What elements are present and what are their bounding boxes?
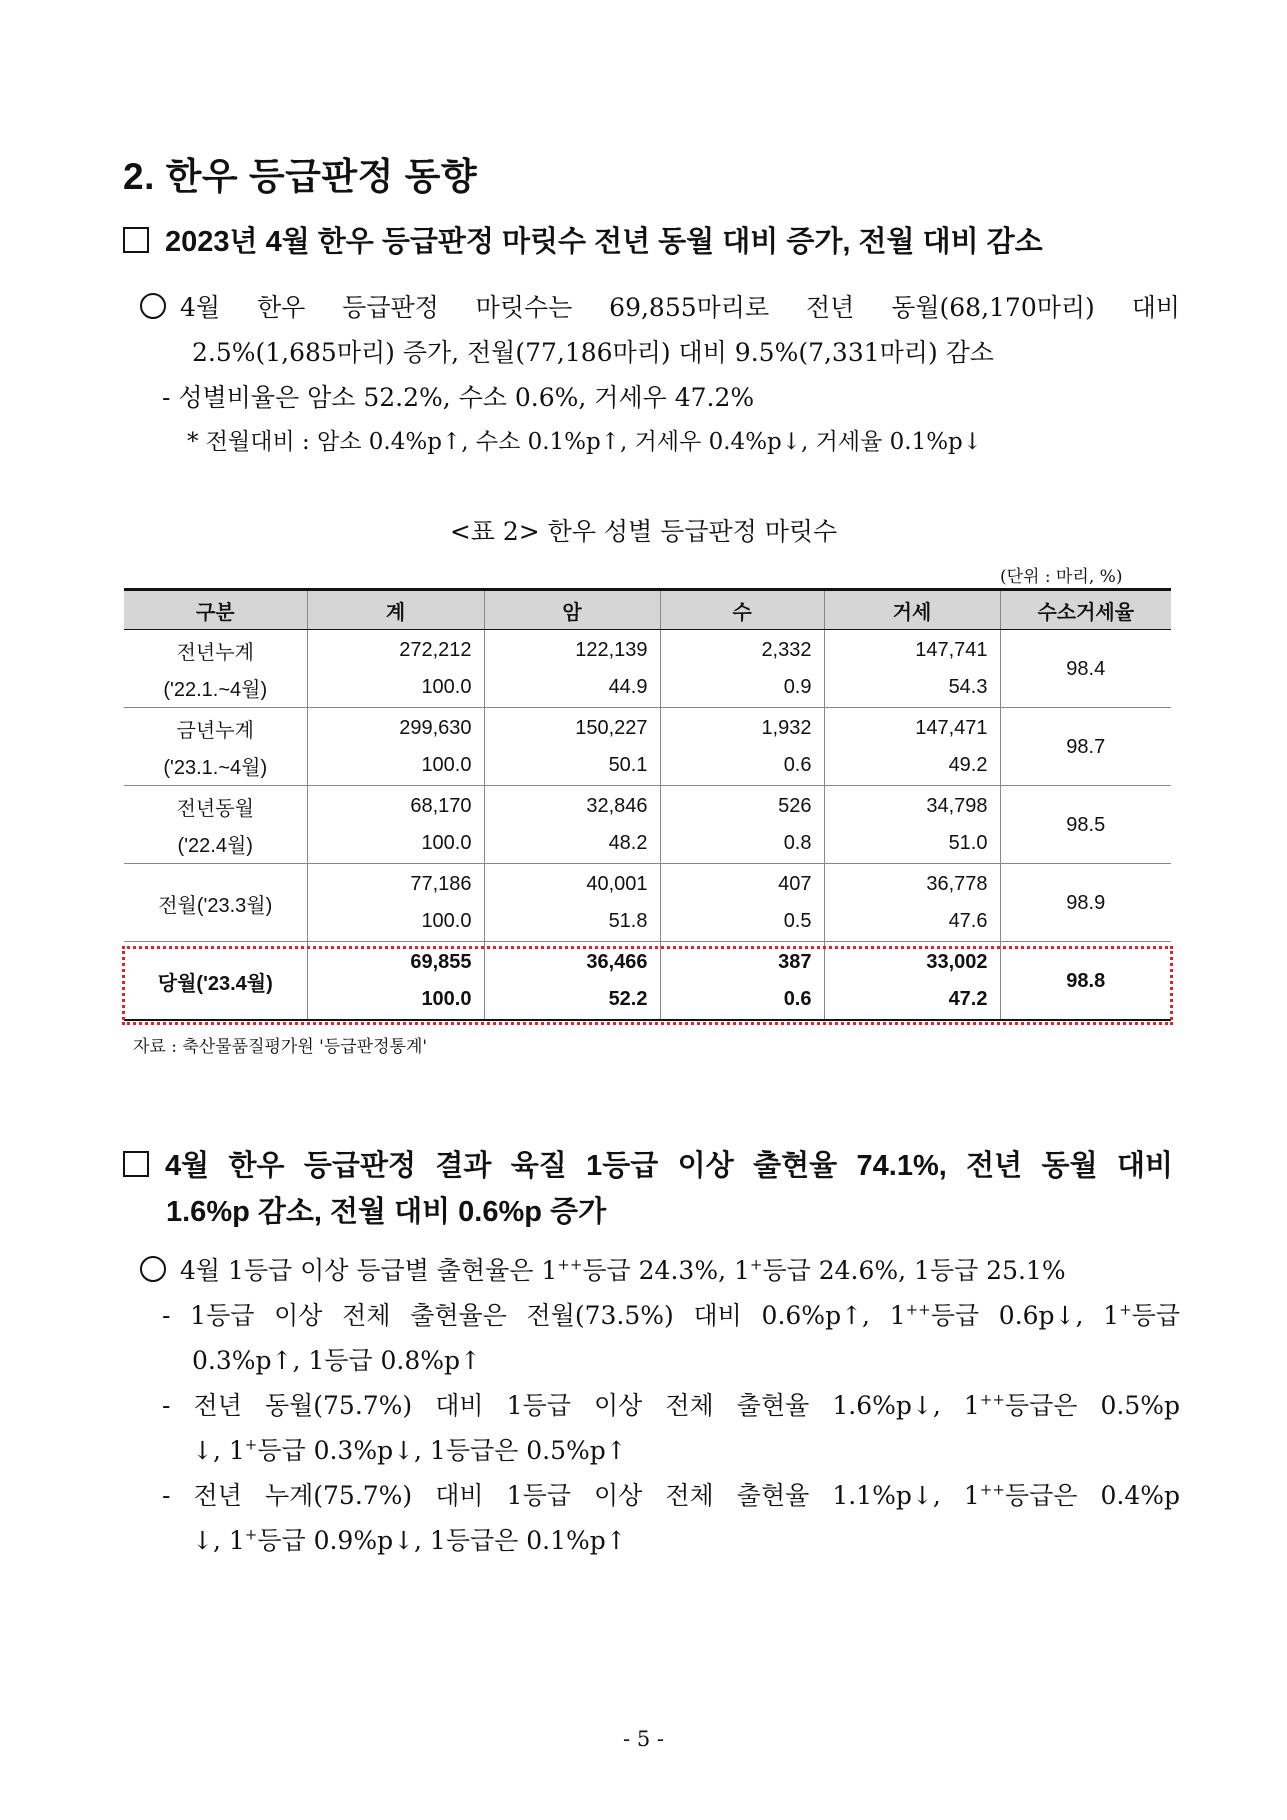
cell-steer-pct: 47.2 bbox=[824, 981, 1000, 1020]
para1-line2: 2.5%(1,685마리) 증가, 전월(77,186마리) 대비 9.5%(7,331마리) 감소 bbox=[192, 338, 994, 367]
cell-female-count: 32,846 bbox=[484, 786, 660, 825]
text: 등급은 0.5%p bbox=[1004, 1391, 1180, 1420]
header-castration-rate: 수소거세율 bbox=[1000, 590, 1171, 630]
cell-total-count: 68,170 bbox=[307, 786, 484, 825]
cell-female-count: 122,139 bbox=[484, 630, 660, 669]
row-period: ('22.1.~4월) bbox=[124, 669, 307, 708]
cell-total-pct: 100.0 bbox=[307, 981, 484, 1020]
cell-male-count: 387 bbox=[660, 942, 824, 981]
cell-steer-pct: 47.6 bbox=[824, 903, 1000, 942]
text: - 전년 동월(75.7%) 대비 1등급 이상 전체 출현율 1.6%p↓, 1 bbox=[162, 1391, 980, 1420]
cell-total-count: 299,630 bbox=[307, 708, 484, 747]
cell-steer-pct: 54.3 bbox=[824, 669, 1000, 708]
cell-steer-count: 36,778 bbox=[824, 864, 1000, 903]
cell-steer-pct: 49.2 bbox=[824, 747, 1000, 786]
cell-total-pct: 100.0 bbox=[307, 747, 484, 786]
text: 등급 24.3%, 1 bbox=[582, 1256, 750, 1285]
text: 등급 24.6%, 1등급 25.1% bbox=[762, 1256, 1066, 1285]
para2-bullet2 bbox=[140, 1383, 1180, 1428]
paragraph-2 bbox=[140, 1248, 1180, 1563]
text: 등급 0.9%p↓, 1등급은 0.1%p↑ bbox=[257, 1526, 627, 1555]
header-male: 수 bbox=[660, 590, 824, 630]
cell-castration-rate: 98.8 bbox=[1000, 942, 1171, 1020]
row-label: 전년동월 bbox=[176, 797, 254, 820]
row-period: ('22.4월) bbox=[124, 825, 307, 864]
cell-female-pct: 51.8 bbox=[484, 903, 660, 942]
checkbox-square-icon bbox=[123, 227, 149, 253]
cell-female-pct: 50.1 bbox=[484, 747, 660, 786]
cell-total-count: 77,186 bbox=[307, 864, 484, 903]
cell-steer-count: 147,741 bbox=[824, 630, 1000, 669]
headline-2 bbox=[123, 1143, 1173, 1235]
cell-female-pct: 48.2 bbox=[484, 825, 660, 864]
text: ↓, 1 bbox=[192, 1436, 245, 1465]
table-row bbox=[124, 708, 1171, 747]
para1-line1 bbox=[140, 285, 1180, 330]
cell-male-pct: 0.6 bbox=[660, 981, 824, 1020]
para2-bullet1-cont: 0.3%p↑, 1등급 0.8%p↑ bbox=[192, 1346, 481, 1375]
cell-male-pct: 0.8 bbox=[660, 825, 824, 864]
row-label: 전년누계 bbox=[176, 641, 254, 664]
row-label: 금년누계 bbox=[176, 719, 254, 742]
cell-female-pct: 44.9 bbox=[484, 669, 660, 708]
table-row bbox=[124, 786, 1171, 825]
text: ↓, 1 bbox=[192, 1526, 245, 1555]
grade-sup: + bbox=[244, 1525, 258, 1544]
current-month-highlight bbox=[122, 946, 1173, 1025]
table-caption: <표 2> 한우 성별 등급판정 마릿수 bbox=[449, 517, 838, 546]
cell-male-count: 2,332 bbox=[660, 630, 824, 669]
headline-1 bbox=[123, 219, 1173, 265]
table-row bbox=[124, 864, 1171, 903]
cell-female-count: 150,227 bbox=[484, 708, 660, 747]
headline-1-text: 2023년 4월 한우 등급판정 마릿수 전년 동월 대비 증가, 전월 대비 감소 bbox=[165, 226, 1043, 258]
cell-total-count: 272,212 bbox=[307, 630, 484, 669]
cell-castration-rate: 98.9 bbox=[1000, 864, 1171, 942]
checkbox-square-icon bbox=[123, 1151, 149, 1177]
header-steer: 거세 bbox=[824, 590, 1000, 630]
cell-male-count: 407 bbox=[660, 864, 824, 903]
text: 등급 0.3%p↓, 1등급은 0.5%p↑ bbox=[257, 1436, 627, 1465]
para1-note: * 전월대비 : 암소 0.4%p↑, 수소 0.1%p↑, 거세우 0.4%p↓, 거세율 0.1%p↓ bbox=[187, 429, 983, 455]
text: - 1등급 이상 전체 출현율은 전월(73.5%) 대비 0.6%p↑, 1 bbox=[162, 1301, 906, 1330]
grade-sup: + bbox=[1119, 1300, 1132, 1319]
table-header-row bbox=[124, 590, 1171, 630]
grade-sup: ++ bbox=[557, 1255, 583, 1274]
cell-male-pct: 0.6 bbox=[660, 747, 824, 786]
table-row bbox=[124, 630, 1171, 669]
header-female: 암 bbox=[484, 590, 660, 630]
cell-steer-count: 147,471 bbox=[824, 708, 1000, 747]
cell-male-count: 1,932 bbox=[660, 708, 824, 747]
section-title: 2. 한우 등급판정 동향 bbox=[123, 156, 478, 197]
cell-total-pct: 100.0 bbox=[307, 669, 484, 708]
para2-bullet3 bbox=[140, 1473, 1180, 1518]
table-unit: (단위 : 마리, %) bbox=[1000, 567, 1123, 587]
text: 등급 bbox=[1131, 1301, 1180, 1330]
para1-line1-text: 4월 한우 등급판정 마릿수는 69,855마리로 전년 동월(68,170마리) 대비 bbox=[180, 293, 1180, 322]
header-category: 구분 bbox=[124, 590, 307, 630]
cell-castration-rate: 98.4 bbox=[1000, 630, 1171, 708]
header-total: 계 bbox=[307, 590, 484, 630]
text: 4월 1등급 이상 등급별 출현율은 1 bbox=[180, 1256, 558, 1285]
grade-sup: ++ bbox=[979, 1390, 1005, 1409]
cell-total-count: 69,855 bbox=[307, 942, 484, 981]
para2-bullet1 bbox=[140, 1293, 1180, 1338]
cell-steer-count: 33,002 bbox=[824, 942, 1000, 981]
bullet-circle-icon bbox=[140, 1256, 166, 1282]
row-label: 전월('23.3월) bbox=[124, 864, 307, 942]
headline-2-line1-text: 4월 한우 등급판정 결과 육질 1등급 이상 출현율 74.1%, 전년 동월 대비 bbox=[165, 1150, 1173, 1182]
text: 등급은 0.4%p bbox=[1004, 1481, 1180, 1510]
bullet-circle-icon bbox=[140, 293, 166, 319]
text: - 전년 누계(75.7%) 대비 1등급 이상 전체 출현율 1.1%p↓, 1 bbox=[162, 1481, 980, 1510]
para2-main bbox=[140, 1248, 1180, 1293]
cell-steer-pct: 51.0 bbox=[824, 825, 1000, 864]
text: 등급 0.6p↓, 1 bbox=[930, 1301, 1120, 1330]
cell-male-pct: 0.5 bbox=[660, 903, 824, 942]
page-number: - 5 - bbox=[623, 1727, 664, 1751]
paragraph-1 bbox=[140, 285, 1180, 465]
para1-line3: - 성별비율은 암소 52.2%, 수소 0.6%, 거세우 47.2% bbox=[162, 383, 755, 412]
cell-female-count: 36,466 bbox=[484, 942, 660, 981]
headline-2-line1 bbox=[123, 1143, 1173, 1189]
cell-steer-count: 34,798 bbox=[824, 786, 1000, 825]
cell-castration-rate: 98.5 bbox=[1000, 786, 1171, 864]
row-label: 당월('23.4월) bbox=[124, 942, 307, 1020]
grade-sup: ++ bbox=[979, 1480, 1005, 1499]
grade-sup: ++ bbox=[905, 1300, 931, 1319]
headline-2-line2: 1.6%p 감소, 전월 대비 0.6%p 증가 bbox=[166, 1196, 607, 1228]
cell-total-pct: 100.0 bbox=[307, 903, 484, 942]
cell-male-count: 526 bbox=[660, 786, 824, 825]
para2-bullet3-cont bbox=[140, 1518, 1180, 1563]
grade-sup: + bbox=[749, 1255, 763, 1274]
cell-female-count: 40,001 bbox=[484, 864, 660, 903]
cell-castration-rate: 98.7 bbox=[1000, 708, 1171, 786]
cell-female-pct: 52.2 bbox=[484, 981, 660, 1020]
para2-bullet2-cont bbox=[140, 1428, 1180, 1473]
grade-sup: + bbox=[244, 1435, 258, 1454]
cell-total-pct: 100.0 bbox=[307, 825, 484, 864]
table-source: 자료 : 축산물품질평가원 '등급판정통계' bbox=[133, 1037, 428, 1057]
cell-male-pct: 0.9 bbox=[660, 669, 824, 708]
row-period: ('23.1.~4월) bbox=[124, 747, 307, 786]
